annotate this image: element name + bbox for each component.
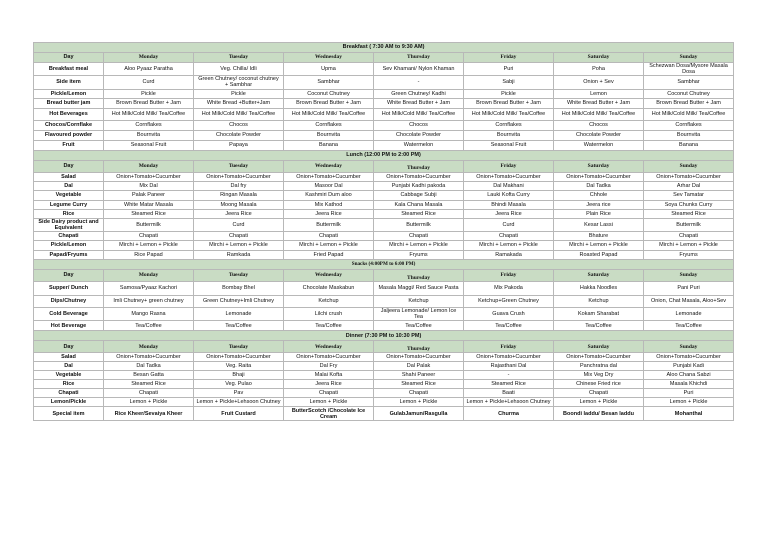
menu-cell: Sev Khamani/ Nylon Khaman [374,63,464,76]
meal-title-row [34,259,734,269]
menu-cell: Chocos [194,120,284,130]
menu-cell: Dal fry [194,181,284,190]
menu-cell: Sambhar [284,76,374,89]
menu-cell: Jaljeera Lemonade/ Lemon Ice Tea [374,307,464,320]
menu-cell: Arhar Dal [644,181,734,190]
row-label: Supper/ Dunch [34,281,104,295]
day-header-sunday: Sunday [644,160,734,172]
menu-row [34,218,734,231]
menu-cell: Steamed Rice [374,380,464,389]
row-label: Salad [34,172,104,181]
menu-row [34,281,734,295]
row-label: Pickle/Lemon [34,89,104,98]
row-label: Vegetable [34,190,104,200]
menu-cell: Cornflakes [104,120,194,130]
menu-cell: Lemon + Pickle [554,398,644,407]
menu-cell: Lemon [554,89,644,98]
menu-cell: Chapati [464,231,554,240]
row-label: Chocos/Cornflake [34,120,104,130]
menu-row [34,407,734,421]
menu-row [34,250,734,259]
row-label: Rice [34,209,104,218]
menu-cell: Onion+Tomato+Cucumber [194,172,284,181]
meal-title-row [34,331,734,341]
menu-cell: Mohanthal [644,407,734,421]
menu-cell: Chocolate Powder [194,130,284,140]
menu-cell: Fried Papad [284,250,374,259]
menu-cell: Steamed Rice [464,380,554,389]
meal-title: Lunch (12:00 PM to 2:00 PM) [34,150,734,160]
menu-cell: Schezwan Dosa/Mysore Masala Dosa [644,63,734,76]
menu-cell: Steamed Rice [104,209,194,218]
menu-cell: Green Chutney/ Kadhi [374,89,464,98]
row-label: Papad/Fryums [34,250,104,259]
menu-row [34,295,734,307]
menu-cell: Lilchi crush [284,307,374,320]
menu-row [34,200,734,209]
menu-cell: Tea/Coffee [104,321,194,331]
menu-cell: Onion, Chat Masala, Aloo+Sev [644,295,734,307]
menu-cell: Jeera Rice [464,209,554,218]
menu-cell: Onion+Tomato+Cucumber [644,353,734,362]
row-label: Side Dairy product and Equivalent [34,218,104,231]
menu-cell: Kashmiri Dum aloo [284,190,374,200]
menu-cell: Chocolate Maskabun [284,281,374,295]
day-header-monday: Monday [104,269,194,281]
menu-row [34,371,734,380]
menu-cell: Mix Kathod [284,200,374,209]
menu-cell: Lemon + Pickle [284,398,374,407]
menu-cell: Tea/Coffee [194,321,284,331]
menu-cell: Tea/Coffee [374,321,464,331]
menu-cell: Aloo Chana Sabzi [644,371,734,380]
menu-cell: Chapati [104,231,194,240]
menu-cell: Coconut Chutney [644,89,734,98]
meal-title: Snacks (4:00PM to 6:00 PM) [34,259,734,269]
menu-cell: - [464,371,554,380]
menu-cell: Mirchi + Lemon + Pickle [374,240,464,250]
menu-cell: Jeera Rice [284,209,374,218]
row-label: Chapati [34,231,104,240]
menu-cell: Veg. Raita [194,362,284,371]
menu-cell: Cornflakes [644,120,734,130]
row-label: Flavoured powder [34,130,104,140]
menu-row [34,120,734,130]
menu-cell: Dal Palak [374,362,464,371]
day-header-label: Day [34,160,104,172]
menu-cell: Mirchi + Lemon + Pickle [644,240,734,250]
menu-cell: Chapati [374,231,464,240]
day-header-label: Day [34,53,104,63]
menu-cell: Onion+Tomato+Cucumber [464,353,554,362]
menu-cell: Buttermilk [374,218,464,231]
menu-cell: Hot Milk/Cold Milk/ Tea/Coffee [644,108,734,120]
menu-cell: Soya Chunks Curry [644,200,734,209]
menu-cell: Pani Puri [644,281,734,295]
menu-cell: Chhole [554,190,644,200]
menu-cell: Chocolate Powder [374,130,464,140]
menu-cell: - [374,76,464,89]
day-header-friday: Friday [464,160,554,172]
menu-row [34,140,734,150]
menu-cell: Hot Milk/Cold Milk/ Tea/Coffee [374,108,464,120]
menu-cell: Buttermilk [644,218,734,231]
menu-cell: Lemonade [194,307,284,320]
menu-cell: Bhindi Masala [464,200,554,209]
menu-cell: Masala Khichdi [644,380,734,389]
menu-cell: Bournvita [104,130,194,140]
day-header-friday: Friday [464,269,554,281]
menu-row [34,362,734,371]
menu-cell: Lemon + Pickle+Lehsoon Chutney [194,398,284,407]
menu-cell: Papaya [194,140,284,150]
day-header-row [34,269,734,281]
menu-cell: Malai Kofta [284,371,374,380]
menu-cell: Steamed Rice [644,209,734,218]
day-header-tuesday: Tuesday [194,341,284,353]
menu-cell: Ramakada [464,250,554,259]
menu-cell: Lemon + Pickle+Lehsoon Chutney [464,398,554,407]
menu-cell: Onion+Tomato+Cucumber [554,172,644,181]
menu-cell: Punjabi Kadhi pakoda [374,181,464,190]
menu-cell: Onion+Tomato+Cucumber [284,172,374,181]
menu-cell: Tea/Coffee [644,321,734,331]
meal-title-row [34,43,734,53]
day-header-saturday: Saturday [554,269,644,281]
row-label: Side item [34,76,104,89]
menu-cell: Bournvita [284,130,374,140]
menu-row [34,209,734,218]
menu-cell: Onion+Tomato+Cucumber [554,353,644,362]
menu-cell: Punjabi Kadi [644,362,734,371]
menu-row [34,63,734,76]
menu-cell: Chocos [554,120,644,130]
row-label: Breakfast meal [34,63,104,76]
menu-cell: Hot Milk/Cold Milk/ Tea/Coffee [104,108,194,120]
menu-cell: Veg. Chilla/ Idli [194,63,284,76]
menu-cell: Dal Tadka [104,362,194,371]
day-header-tuesday: Tuesday [194,53,284,63]
menu-cell: Dal Tadka [554,181,644,190]
meal-title: Dinner (7:30 PM to 10:30 PM) [34,331,734,341]
menu-cell: Bournvita [464,130,554,140]
menu-cell: Lemonade [644,307,734,320]
day-header-monday: Monday [104,160,194,172]
menu-cell: Mix Pakoda [464,281,554,295]
menu-cell: Buttermilk [284,218,374,231]
menu-cell: Roasted Papad [554,250,644,259]
menu-cell: Boondi laddu/ Besan laddu [554,407,644,421]
menu-cell: Brown Bread Butter + Jam [644,98,734,108]
menu-cell: Masoor Dal [284,181,374,190]
day-header-monday: Monday [104,341,194,353]
row-label: Special item [34,407,104,421]
menu-cell: Guava Crush [464,307,554,320]
menu-cell: Lemon + Pickle [374,398,464,407]
row-label: Bread butter jam [34,98,104,108]
row-label: Hot Beverage [34,321,104,331]
menu-cell: Kesar Lassi [554,218,644,231]
menu-row [34,89,734,98]
day-header-tuesday: Tuesday [194,269,284,281]
menu-row [34,240,734,250]
day-header-wednesday: Wednesday [284,269,374,281]
menu-cell: Puri [644,389,734,398]
menu-cell: Green Chutney/ coconut chutney + Sambhar [194,76,284,89]
menu-cell: Banana [284,140,374,150]
mess-menu-table [33,42,734,421]
row-label: Salad [34,353,104,362]
menu-cell: Watermelon [374,140,464,150]
menu-cell: Brown Bread Butter + Jam [104,98,194,108]
menu-cell: Onion + Sev [554,76,644,89]
menu-cell: Pickle [194,89,284,98]
menu-cell: ButterScotch /Chocolate Ice Cream [284,407,374,421]
menu-row [34,398,734,407]
menu-cell: Mirchi + Lemon + Pickle [464,240,554,250]
menu-cell: Puri [464,63,554,76]
menu-row [34,321,734,331]
menu-cell: Onion+Tomato+Cucumber [284,353,374,362]
row-label: Dips/Chutney [34,295,104,307]
menu-cell: Rajasthani Dal [464,362,554,371]
menu-cell: Banana [644,140,734,150]
row-label: Dal [34,362,104,371]
menu-cell: Curd [194,218,284,231]
menu-row [34,353,734,362]
menu-cell: Pav [194,389,284,398]
menu-cell: Rice Kheer/Sevaiya Kheer [104,407,194,421]
menu-cell: Lemon + Pickle [104,398,194,407]
day-header-wednesday: Wednesday [284,53,374,63]
day-header-tuesday: Tuesday [194,160,284,172]
menu-cell: Aloo Pyaaz Paratha [104,63,194,76]
menu-cell: Bhature [554,231,644,240]
menu-cell: Onion+Tomato+Cucumber [374,353,464,362]
menu-cell: Palak Paneer [104,190,194,200]
menu-cell: Chocos [374,120,464,130]
day-header-sunday: Sunday [644,341,734,353]
menu-cell: Mirchi + Lemon + Pickle [104,240,194,250]
menu-row [34,130,734,140]
menu-cell: Chinese Fried rice [554,380,644,389]
menu-cell: Mirchi + Lemon + Pickle [554,240,644,250]
day-header-monday: Monday [104,53,194,63]
menu-cell: Seasonal Fruit [104,140,194,150]
menu-cell: Sambhar [644,76,734,89]
menu-cell: Watermelon [554,140,644,150]
menu-cell: White Bread Butter + Jam [374,98,464,108]
menu-cell: Rice Papad [104,250,194,259]
menu-cell: Shahi Paneer [374,371,464,380]
row-label: Hot Beverages [34,108,104,120]
menu-cell: White Bread Butter + Jam [554,98,644,108]
menu-row [34,307,734,320]
menu-cell: Kala Chana Masala [374,200,464,209]
day-header-friday: Friday [464,53,554,63]
menu-cell: Jeera Rice [284,380,374,389]
day-header-saturday: Saturday [554,341,644,353]
menu-cell: Steamed Rice [104,380,194,389]
menu-cell: Bhaji [194,371,284,380]
menu-cell: Onion+Tomato+Cucumber [644,172,734,181]
menu-cell: Chapati [374,389,464,398]
menu-cell: Bombay Bhel [194,281,284,295]
menu-row [34,98,734,108]
menu-cell: Moong Masala [194,200,284,209]
menu-cell: Steamed Rice [374,209,464,218]
day-header-label: Day [34,341,104,353]
menu-cell: Onion+Tomato+Cucumber [194,353,284,362]
menu-cell: Chapati [284,389,374,398]
menu-cell: Chapati [554,389,644,398]
menu-cell: Green Chutney+Imli Chutney [194,295,284,307]
day-header-friday: Friday [464,341,554,353]
menu-cell: Besan Gatta [104,371,194,380]
menu-cell: Chapati [194,231,284,240]
menu-cell: White Bread +Butter+Jam [194,98,284,108]
day-header-thursday: Thursday [374,53,464,63]
menu-cell: Masala Maggi/ Red Sauce Pasta [374,281,464,295]
menu-cell: GulabJamun/Rasgulla [374,407,464,421]
menu-cell: Chapati [644,231,734,240]
menu-cell: Mix Dal [104,181,194,190]
row-label: Vegetable [34,371,104,380]
menu-cell: Mirchi + Lemon + Pickle [194,240,284,250]
menu-cell: Jeera rice [554,200,644,209]
menu-cell: Pickle [104,89,194,98]
menu-cell: Veg. Pulao [194,380,284,389]
day-header-row [34,341,734,353]
menu-cell: Lauki Kofta Curry [464,190,554,200]
menu-cell: Cornflakes [464,120,554,130]
day-header-thursday: Thursday [374,269,464,281]
menu-cell: Hot Milk/Cold Milk/ Tea/Coffee [464,108,554,120]
menu-cell: Lemon + Pickle [644,398,734,407]
menu-cell: Hot Milk/Cold Milk/ Tea/Coffee [194,108,284,120]
menu-cell: Hot Milk/Cold Milk/ Tea/Coffee [554,108,644,120]
row-label: Fruit [34,140,104,150]
menu-cell: Hakka Noodles [554,281,644,295]
menu-cell: Pickle [464,89,554,98]
day-header-wednesday: Wednesday [284,341,374,353]
menu-cell: Hot Milk/Cold Milk/ Tea/Coffee [284,108,374,120]
menu-cell: Ketchup [374,295,464,307]
menu-cell: Fryums [644,250,734,259]
menu-cell: Mix Veg Dry [554,371,644,380]
menu-cell: Chapati [104,389,194,398]
menu-cell: Churma [464,407,554,421]
menu-cell: Chocolate Powder [554,130,644,140]
day-header-thursday: Thursday [374,341,464,353]
row-label: Rice [34,380,104,389]
menu-cell: Onion+Tomato+Cucumber [464,172,554,181]
row-label: Cold Beverage [34,307,104,320]
menu-row [34,380,734,389]
menu-cell: Bournvita [644,130,734,140]
menu-cell: Mango Rasna [104,307,194,320]
menu-cell: Baati [464,389,554,398]
menu-cell: Cabbage Subji [374,190,464,200]
menu-cell: Kokam Sharabat [554,307,644,320]
menu-row [34,190,734,200]
menu-row [34,231,734,240]
day-header-row [34,53,734,63]
meal-title-row [34,150,734,160]
menu-cell: Onion+Tomato+Cucumber [104,172,194,181]
menu-cell: Ringan Masala [194,190,284,200]
day-header-sunday: Sunday [644,53,734,63]
menu-cell: Tea/Coffee [554,321,644,331]
menu-cell: Sabji [464,76,554,89]
menu-cell: Tea/Coffee [464,321,554,331]
row-label: Dal [34,181,104,190]
menu-cell: Dal Makhani [464,181,554,190]
day-header-wednesday: Wednesday [284,160,374,172]
menu-cell: Ramkada [194,250,284,259]
day-header-thursday: Thursday [374,160,464,172]
day-header-label: Day [34,269,104,281]
menu-cell: Curd [104,76,194,89]
menu-row [34,108,734,120]
menu-cell: Imli Chutney+ green chutney [104,295,194,307]
menu-cell: Poha [554,63,644,76]
day-header-sunday: Sunday [644,269,734,281]
menu-cell: Buttermilk [104,218,194,231]
menu-cell: Upma [284,63,374,76]
menu-cell: Coconut Chutney [284,89,374,98]
menu-cell: Tea/Coffee [284,321,374,331]
menu-cell: Fryums [374,250,464,259]
menu-cell: Panchratna dal [554,362,644,371]
meal-title: Breakfast ( 7:30 AM to 9:30 AM) [34,43,734,53]
menu-cell: Samosa/Pyaaz Kachori [104,281,194,295]
row-label: Legume Curry [34,200,104,209]
day-header-row [34,160,734,172]
menu-cell: Dal Fry [284,362,374,371]
day-header-saturday: Saturday [554,160,644,172]
menu-cell: Onion+Tomato+Cucumber [374,172,464,181]
menu-cell: Fruit Custard [194,407,284,421]
menu-row [34,181,734,190]
menu-row [34,389,734,398]
menu-cell: Cornflakes [284,120,374,130]
menu-cell: Ketchup [284,295,374,307]
menu-cell: Curd [464,218,554,231]
row-label: Pickle/Lemon [34,240,104,250]
day-header-saturday: Saturday [554,53,644,63]
menu-cell: Plain Rice [554,209,644,218]
menu-cell: Ketchup [554,295,644,307]
menu-cell: Mirchi + Lemon + Pickle [284,240,374,250]
menu-cell: Jeera Rice [194,209,284,218]
menu-cell: Seasonal Fruit [464,140,554,150]
menu-cell: Brown Bread Butter + Jam [464,98,554,108]
row-label: Lemon/Pickle [34,398,104,407]
menu-cell: Chapati [284,231,374,240]
menu-cell: White Matar Masala [104,200,194,209]
menu-cell: Onion+Tomato+Cucumber [104,353,194,362]
menu-cell: Sev Tamatar [644,190,734,200]
menu-cell: Ketchup+Green Chutney [464,295,554,307]
menu-row [34,76,734,89]
row-label: Chapati [34,389,104,398]
menu-row [34,172,734,181]
menu-cell: Brown Bread Butter + Jam [284,98,374,108]
